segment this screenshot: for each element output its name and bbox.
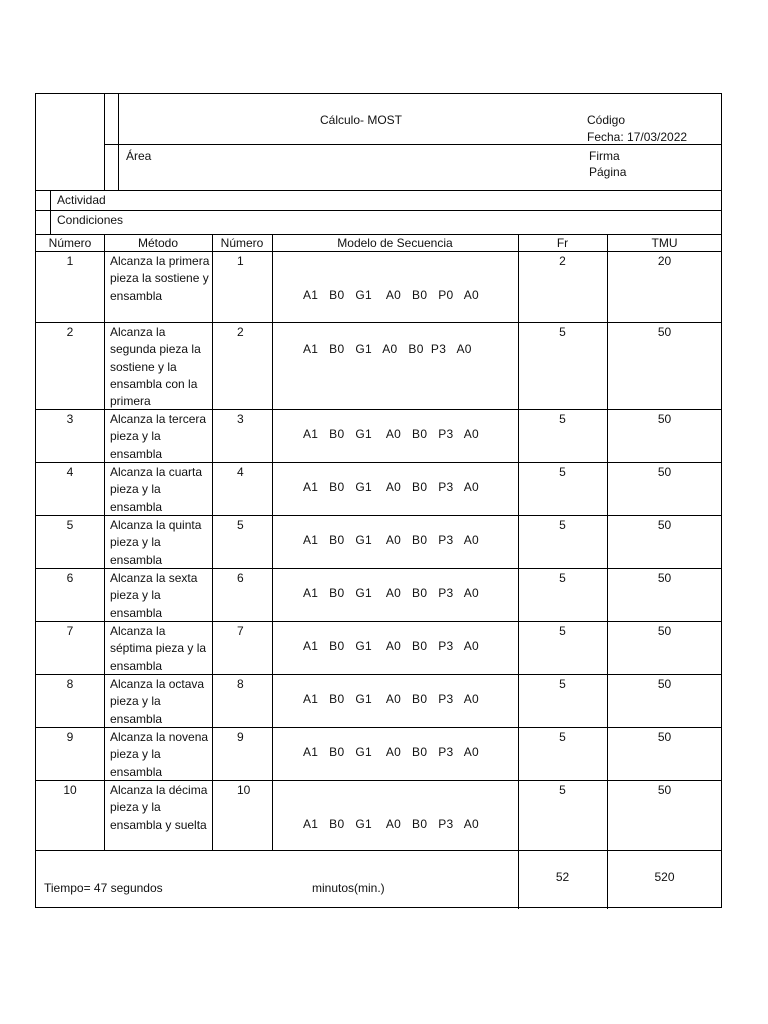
row-numero-2: 10	[237, 783, 251, 797]
row-numero-2: 9	[237, 730, 244, 744]
row-divider	[36, 674, 722, 675]
row-tmu: 50	[657, 677, 672, 691]
firma-label: Firma	[589, 149, 620, 163]
column-header-fr: Fr	[556, 236, 569, 250]
table-row	[36, 621, 722, 674]
row-secuencia: A1 B0 G1 A0 B0 P3 A0	[303, 480, 479, 494]
row-numero: 2	[66, 325, 74, 339]
column-header-numero: Número	[48, 236, 92, 250]
row-divider	[36, 515, 722, 516]
actividad-label: Actividad	[57, 193, 106, 207]
table-row	[36, 515, 722, 568]
row-secuencia: A1 B0 G1 A0 B0 P3 A0	[303, 692, 479, 706]
row-metodo: Alcanza la sexta pieza y la ensambla	[110, 571, 198, 620]
row-numero: 7	[66, 624, 74, 638]
row-tmu: 50	[657, 624, 672, 638]
row-secuencia: A1 B0 G1 A0 B0 P3 A0	[303, 639, 479, 653]
codigo-label: Código	[587, 113, 626, 127]
row-fr: 5	[559, 783, 566, 797]
column-divider	[212, 234, 213, 850]
column-divider	[607, 234, 608, 909]
row-tmu: 50	[657, 412, 672, 426]
row-numero: 6	[66, 571, 74, 585]
tmu-total: 520	[654, 870, 675, 884]
condiciones-label: Condiciones	[57, 213, 124, 227]
row-divider	[36, 850, 722, 851]
row-fr: 5	[559, 465, 566, 479]
row-numero: 5	[66, 518, 74, 532]
column-divider	[272, 234, 273, 850]
section-divider	[50, 190, 51, 234]
row-fr: 5	[559, 412, 566, 426]
row-tmu: 50	[657, 571, 672, 585]
table-row	[36, 409, 722, 462]
row-fr: 5	[559, 730, 566, 744]
row-numero-2: 6	[237, 571, 244, 585]
row-numero-2: 5	[237, 518, 244, 532]
row-divider	[36, 621, 722, 622]
row-metodo: Alcanza la quinta pieza y la ensambla	[110, 518, 202, 567]
column-header-metodo: Método	[137, 236, 179, 250]
row-tmu: 50	[657, 783, 672, 797]
row-numero-2: 1	[237, 254, 244, 268]
column-header-tmu: TMU	[651, 236, 678, 250]
section-divider	[36, 190, 722, 191]
row-divider	[36, 780, 722, 781]
row-numero: 9	[66, 730, 74, 744]
table-row	[36, 674, 722, 727]
row-tmu: 50	[657, 465, 672, 479]
row-secuencia: A1 B0 G1 A0 B0 P3 A0	[303, 342, 472, 356]
row-fr: 5	[559, 677, 566, 691]
row-secuencia: A1 B0 G1 A0 B0 P3 A0	[303, 745, 479, 759]
header-divider	[104, 94, 105, 190]
row-metodo: Alcanza la décima pieza y la ensambla y suelta	[110, 783, 208, 832]
row-fr: 5	[559, 571, 566, 585]
pagina-label: Página	[589, 165, 627, 179]
row-numero: 10	[63, 783, 77, 797]
table-row	[36, 322, 722, 409]
tiempo-total: Tiempo= 47 segundos	[44, 881, 163, 895]
row-fr: 5	[559, 518, 566, 532]
column-header-numero-2: Número	[220, 236, 264, 250]
row-tmu: 50	[657, 518, 672, 532]
column-divider	[104, 234, 105, 850]
row-numero-2: 8	[237, 677, 244, 691]
row-secuencia: A1 B0 G1 A0 B0 P3 A0	[303, 427, 479, 441]
row-secuencia: A1 B0 G1 A0 B0 P3 A0	[303, 817, 479, 831]
row-fr: 5	[559, 325, 566, 339]
row-numero-2: 4	[237, 465, 244, 479]
row-divider	[36, 568, 722, 569]
fr-total: 52	[555, 870, 570, 884]
row-numero: 8	[66, 677, 74, 691]
row-divider	[36, 409, 722, 410]
table-row	[36, 462, 722, 515]
row-fr: 2	[559, 254, 566, 268]
column-header-modelo-secuencia: Modelo de Secuencia	[337, 236, 453, 250]
area-label: Área	[126, 149, 152, 163]
row-secuencia: A1 B0 G1 A0 B0 P3 A0	[303, 533, 479, 547]
row-metodo: Alcanza la novena pieza y la ensambla	[110, 730, 209, 779]
row-numero-2: 3	[237, 412, 244, 426]
row-numero: 3	[66, 412, 74, 426]
row-divider	[36, 727, 722, 728]
document-title: Cálculo- MOST	[320, 113, 403, 127]
row-metodo: Alcanza la séptima pieza y la ensambla	[110, 624, 207, 673]
row-metodo: Alcanza la segunda pieza la sostiene y la ensambla con la primera	[110, 325, 201, 409]
row-metodo: Alcanza la cuarta pieza y la ensambla	[110, 465, 203, 514]
table-row	[36, 780, 722, 850]
row-numero: 1	[66, 254, 74, 268]
fecha-label: Fecha: 17/03/2022	[587, 130, 688, 144]
row-secuencia: A1 B0 G1 A0 B0 P3 A0	[303, 586, 479, 600]
row-metodo: Alcanza la octava pieza y la ensambla	[110, 677, 205, 726]
column-divider	[518, 234, 519, 909]
row-tmu: 20	[657, 254, 672, 268]
row-tmu: 50	[657, 730, 672, 744]
row-numero-2: 2	[237, 325, 244, 339]
row-divider	[36, 462, 722, 463]
row-secuencia: A1 B0 G1 A0 B0 P0 A0	[303, 288, 479, 302]
header-divider	[118, 94, 119, 190]
row-fr: 5	[559, 624, 566, 638]
table-row	[36, 251, 722, 322]
row-metodo: Alcanza la tercera pieza y la ensambla	[110, 412, 207, 461]
most-calculation-sheet	[35, 93, 722, 908]
table-row	[36, 727, 722, 780]
row-numero-2: 7	[237, 624, 244, 638]
section-divider	[36, 210, 722, 211]
row-metodo: Alcanza la primera pieza la sostiene y ensambla	[110, 254, 210, 303]
row-numero: 4	[66, 465, 74, 479]
table-row	[36, 568, 722, 621]
row-divider	[36, 322, 722, 323]
minutos-label: minutos(min.)	[312, 881, 385, 895]
row-tmu: 50	[657, 325, 672, 339]
